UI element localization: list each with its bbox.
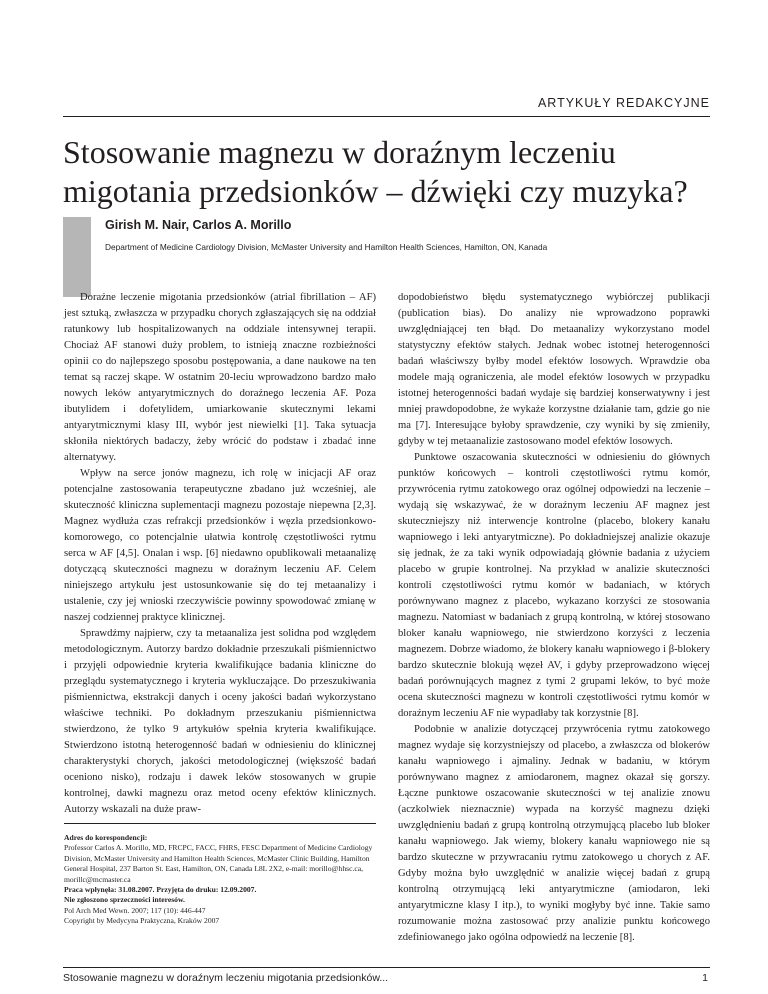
paragraph: Doraźne leczenie migotania przedsionków (atrial fibrillation – AF) jest sztuką, zwłaszcza w przypadku chorych zgłaszających się na oddział ratunkowy lub hospitalizowanych na oddziale intensywnej terapii. Chociaż AF stanowi duży problem, to istnieją znaczne rozbieżności opinii co do najlepszego sposobu postępowania, a dane naukowe na ten temat są raczej skąpe. W ostatnim 20-leciu wprowadzono bardzo mało nowych leków antyarytmicznych do doraźnego leczenia AF. Poza ibutylidem i dofetylidem, umiarkowanie skutecznymi lekami antyarytmicznymi klasy III, wybór jest niewielki [1]. Taka sytuacja skłoniła niektórych badaczy, żeby wrócić do podstaw i zbadać inne alternatywy. <box>64 292 376 463</box>
affiliation: Department of Medicine Cardiology Division, McMaster University and Hamilton Health Sciences, Hamilton, ON, Kanada <box>105 242 548 252</box>
paragraph: dopodobieństwo błędu systematycznego wybiórczej publikacji (publication bias). Do analizy nie wprowadzono poprawki uwzględniającej ten błąd. Do metaanalizy wykorzystano model statystyczny efektów stałych. Jednak wobec istotnej heterogenności badań właściwszy byłby model efektów losowych. Wprawdzie oba modele mają ograniczenia, ale model efektów losowych w przypadku istotnej heterogenności badań wydaje się bardziej konserwatywny i jest mniej prawdopodobne, że wykaże korzystne działanie tam, gdzie go nie ma [7]. Interesujące byłoby sprawdzenie, czy wyniki by się zmieniły, gdyby w tej metaanalizie zastosowano model efektów losowych. <box>398 292 710 447</box>
article-title <box>63 133 723 211</box>
left-column <box>64 290 376 818</box>
authors: Girish M. Nair, Carlos A. Morillo <box>105 218 292 232</box>
title-line-2: migotania przedsionków – dźwięki czy muzyka? <box>63 173 688 209</box>
correspondence-address: Professor Carlos A. Morillo, MD, FRCPC, FACC, FHRS, FESC Department of Medicine Cardiology Division, McMaster University and Hamilton Health Sciences, McMaster Clinic Building, Hamilton General Hospital, 237 Barton St. East, Hamilton, ON, Canada L8L 2X2, e-mail: morillo@hhsc.ca, morillc@mcmaster.ca <box>64 843 373 884</box>
conflict-statement: Nie zgłoszono sprzeczności interesów. <box>64 895 185 905</box>
section-label: ARTYKUŁY REDAKCYJNE <box>537 96 710 110</box>
paragraph: Punktowe oszacowania skuteczności w odniesieniu do głównych punktów końcowych – kontroli częstotliwości rytmu komór, przywrócenia rytmu zatokowego oraz ogólnej odpowiedzi na leczenie – wydają się wskazywać, że w doraźnym leczeniu AF magnez jest skuteczniejszy niż interwencje kontrolne (placebo, blokery kanału wapniowego i leki antyarytmiczne). Po dokładniejszej analizie okazuje się jednak, że za taki wynik odpowiadają głównie badania z użyciem placebo w grupie kontrolnej. Na przykład w analizie skuteczności kontroli częstotliwości rytmu komór w badaniach, w których porównywano magnez z placebo, wykazano korzyści ze stosowania magnezu. Natomiast w badaniach z grupą kontrolną, w której stosowano bloker kanału wapniowego, nie stwierdzono korzyści z leczenia magnezem. Dobrze wiadomo, że blokery kanału wapniowego i β-blokery bardzo skutecznie blokują węzeł AV, i gdyby przeprowadzono więcej badań porównujących magnez z tymi 2 grupami leków, to być może ocena skuteczności magnezu w kontroli częstotliwości rytmu komór w doraźnym leczeniu AF nie wypadłaby tak korzystnie [8]. <box>398 452 710 719</box>
page-number: 1 <box>702 972 708 984</box>
header-rule <box>63 116 710 117</box>
correspondence-heading: Adres do korespondencji: <box>64 833 148 842</box>
correspondence-box <box>64 823 376 927</box>
right-column <box>398 290 710 946</box>
paragraph: Podobnie w analizie dotyczącej przywrócenia rytmu zatokowego magnez wydaje się korzystniejszy od placebo, a zwłaszcza od blokerów kanału wapniowego i ajmaliny. Jednak w badaniu, w którym porównywano magnez z amiodaronem, magnez okazał się gorszy. Łączne punktowe oszacowanie skuteczności w tej analizie znowu (aczkolwiek nieznacznie) wypada na korzyść magnezu dzięki uwzględnieniu badań z grupą kontrolną otrzymującą placebo lub bloker kanału wapniowego. Jak wiemy, blokery kanału wapniowego nie są bardzo skuteczne w przywracaniu rytmu zatokowego u chorych z AF. Gdyby można było uwzględnić w analizie więcej badań z grupą kontrolną otrzymującą leki antyarytmiczne (amiodaron, leki antyarytmiczne klasy I itp.), to wyniki mogłyby być inne. Takie samo rozumowanie można zastosować przy analizie punktu końcowego zdefiniowanego jako ogólna odpowiedź na leczenie [8]. <box>398 724 710 943</box>
paragraph: Wpływ na serce jonów magnezu, ich rolę w inicjacji AF oraz potencjalne zastosowania terapeutyczne zbadano już wcześniej, ale skuteczność kliniczna suplementacji magnezu pozostaje niepewna [2,3]. Magnez wydłuża czas refrakcji przedsionków i węzła przedsionkowo-komorowego, co potencjalnie ułatwia kontrolę częstotliwości rytmu serca w AF [4,5]. Onalan i wsp. [6] niedawno opublikowali metaanalizę dotyczącą skuteczności magnezu w doraźnym leczeniu AF. Celem niniejszego artykułu jest ustosunkowanie się do tej metaanalizy i ustalenie, czy jej wnioski rzeczywiście powinny spowodować zmianę w naszej codziennej praktyce klinicznej. <box>64 468 376 623</box>
running-title: Stosowanie magnezu w doraźnym leczeniu migotania przedsionków... <box>63 972 389 984</box>
received-dates: Praca wpłynęła: 31.08.2007. Przyjęta do druku: 12.09.2007. <box>64 885 257 895</box>
decorative-bar <box>63 217 91 297</box>
citation: Pol Arch Med Wewn. 2007; 117 (10): 446-447 <box>64 905 206 915</box>
title-line-1: Stosowanie magnezu w doraźnym leczeniu <box>63 134 616 170</box>
paragraph: Sprawdźmy najpierw, czy ta metaanaliza jest solidna pod względem metodologicznym. Autorzy bardzo dokładnie przeszukali piśmiennictwo i przyjęli odpowiednie kryteria kwalifikujące badania kliniczne do przeglądu systematycznego i kryteria wykluczające. Do przeszukiwania piśmiennictwa, ekstrakcji danych i oceny jakości badań wykorzystano właściwe techniki. Po dokładnym przeszukaniu piśmiennictwa stwierdzono, że tylko 9 artykułów spełnia kryteria kwalifikujące. Stwierdzono istotną heterogenność badań w odniesieniu do klinicznej charakterystyki chorych, jakości metodologicznej (większość badań oceniono nisko), rodzaju i dawek leków stosowanych w grupie kontrolnej, dawki magnezu oraz metod oceny efektów klinicznych. Autorzy wskazali na duże praw- <box>64 628 376 815</box>
footer-rule <box>63 967 710 968</box>
copyright: Copyright by Medycyna Praktyczna, Kraków 2007 <box>64 916 220 926</box>
